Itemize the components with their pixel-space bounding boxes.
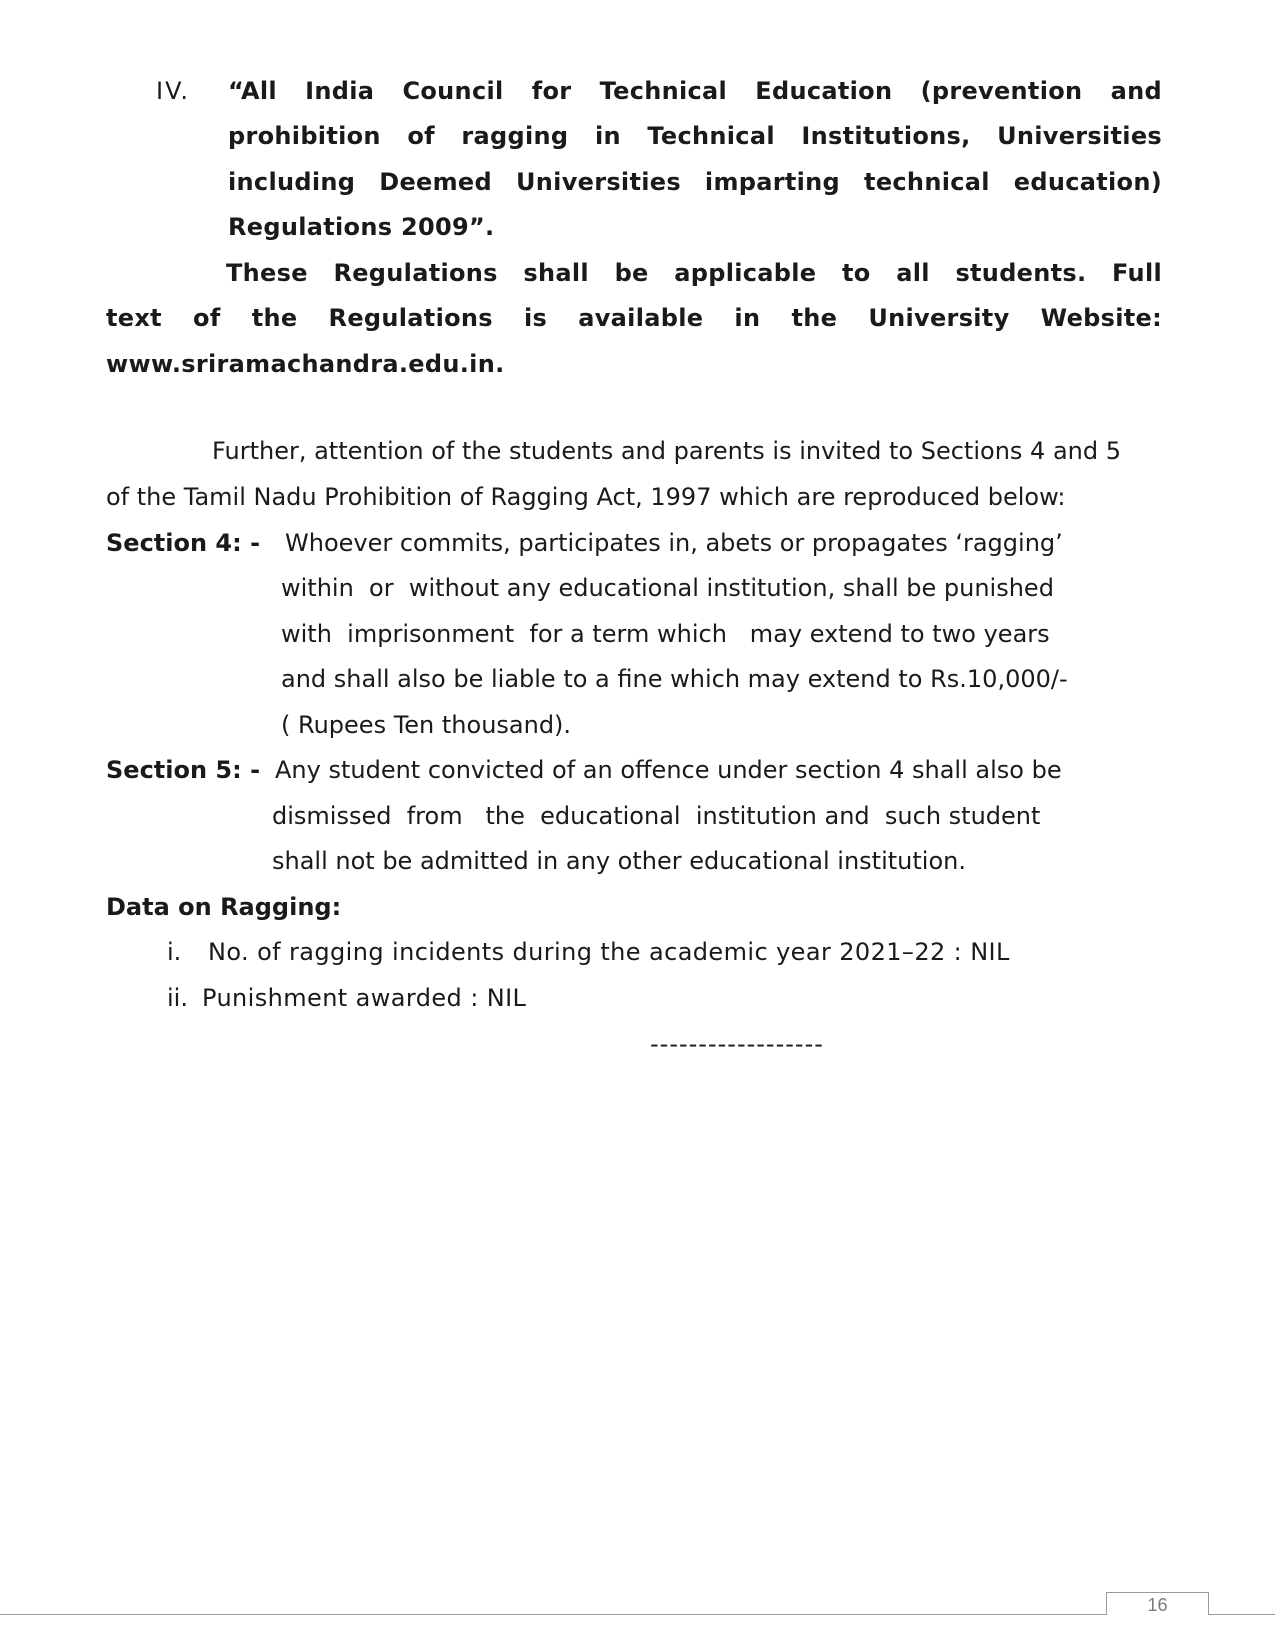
item-iv-title-line-3: including Deemed Universities imparting technical education) [228,168,1162,196]
ragging-item-1-text: No. of ragging incidents during the academic year 2021–22 : NIL [208,938,1010,966]
section-5-line-2: dismissed from the educational institution and such student [272,802,1041,830]
ragging-item-2-text: Punishment awarded : NIL [202,984,527,1012]
ragging-item-1-marker: i. [167,938,182,966]
item-iv-title-line-2: prohibition of ragging in Technical Institutions, Universities [228,122,1162,150]
item-iv-numeral: IV. [156,77,191,105]
end-separator: ------------------ [650,1030,824,1058]
further-line-2: of the Tamil Nadu Prohibition of Ragging Act, 1997 which are reproduced below: [106,483,1066,511]
section-4-line-1: Whoever commits, participates in, abets or propagates ‘ragging’ [285,529,1063,557]
page-number: 16 [1106,1592,1209,1615]
applicability-line-1: These Regulations shall be applicable to all students. Full [226,259,1162,287]
data-on-ragging-heading: Data on Ragging: [106,893,342,921]
section-5-line-1: Any student convicted of an offence under section 4 shall also be [275,756,1062,784]
section-4-label: Section 4: - [106,529,261,557]
footer-rule [0,1614,1275,1615]
applicability-line-2: text of the Regulations is available in the University Website: [106,304,1162,332]
further-line-1: Further, attention of the students and parents is invited to Sections 4 and 5 [212,437,1121,465]
section-5-line-3: shall not be admitted in any other educational institution. [272,847,966,875]
website-url: www.sriramachandra.edu.in. [106,350,505,378]
item-iv-title-line-4: Regulations 2009”. [228,213,495,241]
section-4-line-3: with imprisonment for a term which may extend to two years [281,620,1050,648]
section-5-label: Section 5: - [106,756,261,784]
item-iv-title-line-1: “All India Council for Technical Education (prevention and [228,77,1162,105]
section-4-line-2: within or without any educational institution, shall be punished [281,574,1054,602]
ragging-item-2-marker: ii. [167,984,188,1012]
section-4-line-5: ( Rupees Ten thousand). [281,711,572,739]
section-4-line-4: and shall also be liable to a fine which may extend to Rs.10,000/- [281,665,1068,693]
